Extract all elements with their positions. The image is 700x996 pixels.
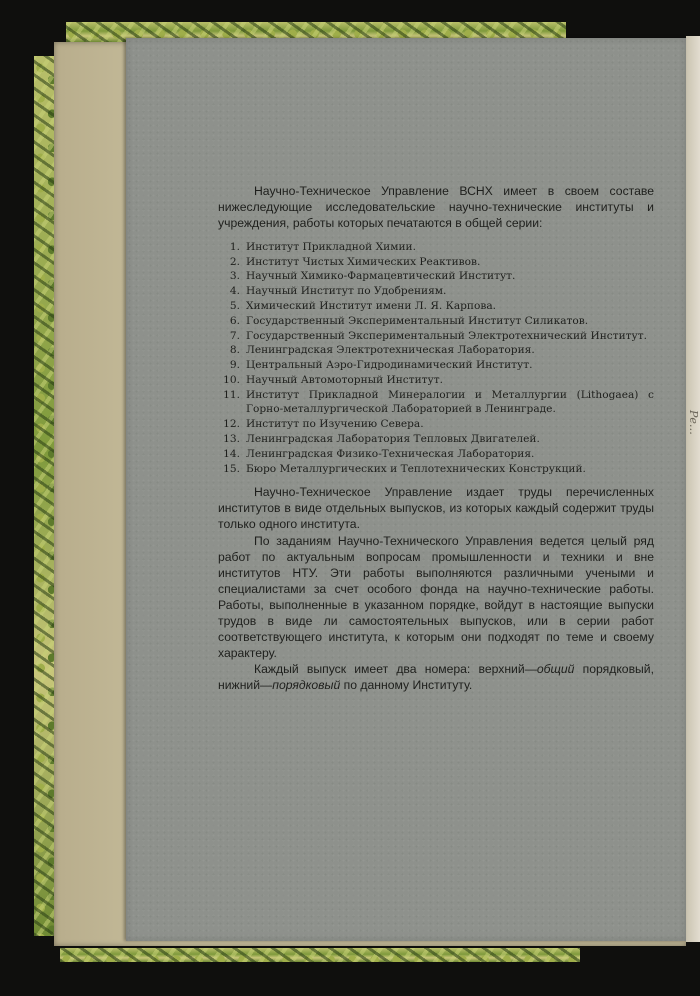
- list-item: 10. Научный Автомоторный Институт.: [223, 373, 443, 386]
- list-item: 11. Институт Прикладной Минералогии и Металлургии (Lithogaea) с Горно-металлургической Лабораторией в Ленинграде.: [223, 388, 654, 416]
- list-item: 6. Государственный Экспериментальный Институт Силикатов.: [229, 314, 589, 327]
- list-item: 3. Научный Химико-Фармацевтический Институт.: [229, 270, 516, 283]
- emphasis-ordinal: порядковый: [272, 678, 341, 693]
- list-item: 13. Ленинградская Лаборатория Тепловых Двигателей.: [223, 433, 540, 446]
- marbled-edge-left: [34, 56, 56, 936]
- facing-page-edge: [686, 36, 700, 942]
- emphasis-general: общий: [536, 662, 575, 677]
- list-item: 14. Ленинградская Физико-Техническая Лаборатория.: [223, 447, 535, 460]
- intro-paragraph: Научно-Техническое Управление ВСНХ имеет в своем составе нижеследующие исследовательские научно-технические институты и учреждения, работы которых печатаются в общей серии:: [218, 184, 654, 230]
- list-item: 1. Институт Прикладной Химии.: [229, 240, 416, 253]
- list-item: 15. Бюро Металлургических и Теплотехнических Конструкций.: [223, 462, 586, 475]
- list-item: 2. Институт Чистых Химических Реактивов.: [229, 255, 481, 268]
- list-item: 9. Центральный Аэро-Гидродинамический Институт.: [229, 359, 533, 372]
- list-item: 12. Институт по Изучению Севера.: [223, 418, 424, 431]
- margin-note: Ре…: [687, 410, 700, 435]
- list-item: 8. Ленинградская Электротехническая Лаборатория.: [229, 344, 535, 357]
- page-text: [218, 184, 654, 694]
- works-paragraph: По заданиям Научно-Технического Управления ведется целый ряд работ по актуальным вопросам промышленности и техники и вне институтов НТУ. Эти работы выполняются различными учеными и специалистами за счет особого фонда на научно-технические работы. Работы, выполненные в указанном порядке, войдут в настоящие выпуски трудов в виде ли самостоятельных выпусков, или в серии работ соответствующего института, к которым они подходят по теме и своему характеру.: [218, 534, 654, 660]
- institutes-list: [218, 240, 654, 477]
- numbering-paragraph: Каждый выпуск имеет два номера: верхний—общий порядковый, нижний—порядковый по данному Институту.: [218, 662, 655, 693]
- list-item: 5. Химический Институт имени Л. Я. Карпова.: [229, 299, 497, 312]
- publication-paragraph: Научно-Техническое Управление издает труды перечисленных институтов в виде отдельных выпусков, из которых каждый содержит труды только одного института.: [218, 485, 654, 532]
- list-item: 4. Научный Институт по Удобрениям.: [229, 285, 447, 298]
- list-item: 7. Государственный Экспериментальный Электротехнический Институт.: [229, 329, 647, 342]
- marbled-edge-bottom: [60, 948, 580, 962]
